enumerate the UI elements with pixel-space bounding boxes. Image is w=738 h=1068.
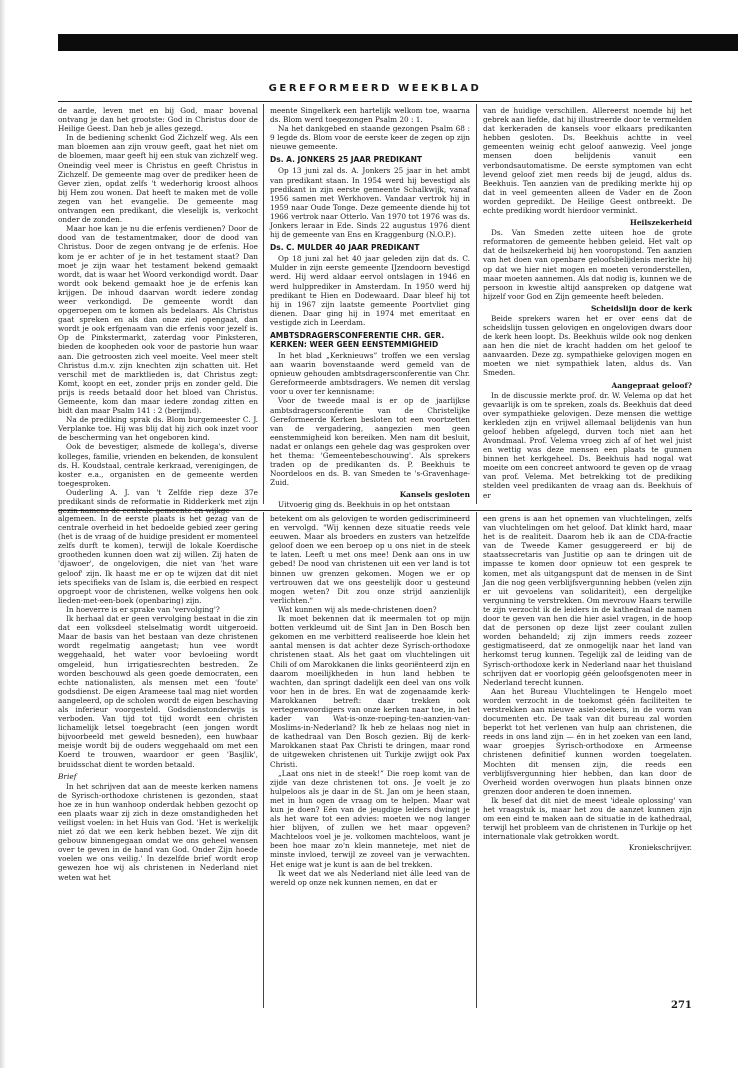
paragraph: Aan het Bureau Vluchtelingen te Hengelo moet worden verzocht in de toekomst géén faciliteiten te verstrekken aan nieuwe asiel-zoekers, in de vorm van documenten etc. De taak van dit bureau zal worden beperkt tot het verlenen van hulp aan christenen, die reeds in ons land zijn — én in het zoeken van een land, waar groepjes Syrisch-orthodoxe en Armeense christenen definitief kunnen worden toegelaten. Mochten dit mensen zijn, die reeds een verblijfsvergunning hier hebben, dan kan door de Overheid worden overwogen hun plaats binnen onze grenzen door anderen te doen innemen. [483,686,692,796]
page-number: 271 [671,1000,692,1011]
paragraph: betekent om als gelovigen te worden gediscrimineerd en vervolgd. "Wij kennen deze situatie reeds vele eeuwen. Maar als broeders en zusters van hetzelfde geloof doen we een beroep op u ons niet in de steek te laten. Leeft u met ons mee! Denk aan ons in uw gebed! De nood van christenen uit een ver land is tot binnen uw grenzen gekomen. Mogen we er op vertrouwen dat we ons geestelijk door u gesteund mogen weten? Dit zou onze strijd aanzienlijk verlichten." [270,514,470,605]
column-6 [483,514,692,994]
paragraph: Uitvoerig ging ds. Beekhuis in op het ontstaan [278,500,451,510]
paragraph: Na de prediking sprak ds. Blom burgemeester C. J. Verplanke toe. Hij was blij dat hij zich ook inzet voor de bescherming van het ongeboren kind. [58,415,258,443]
column-5 [270,514,470,1008]
paragraph: Ik moet bekennen dat ik meermalen tot op mijn botten verkleumd uit de Sint Jan in Den Bosch ben gekomen en me verbitterd realiseerde hoe klein het aantal mensen is dat achter deze Syrisch-orthodoxe christenen staat. Als het gaat om vluchtelingen uit Chili of om Marokkanen die links georiënteerd zijn en daarom moeilijkheden in hun land hebben te wachten, dan springt dadelijk een deel van ons volk voor hen in de bres. En wat de zogenaamde kerk-Marokkanen betreft: daar trekken ook vertegenwoordigers van onze kerken naar toe, in het kader van Wat-is-onze-roeping-ten-aanzien-van-Moslims-in-Nederland? Ik heb ze helaas nog niet in de kathedraal van Den Bosch gezien. Bij de kerk-Marokkanen staat Pax Christi te dringen, maar rond de uitgeweken christenen uit Turkije zwijgt ook Pax Christi. [270,614,470,769]
column-divider [263,512,264,1008]
page-header: GEREFORMEERD WEEKBLAD [268,83,482,94]
paragraph: „Laat ons niet in de steek!” Die roep komt van de zijde van deze christenen tot ons. Je voelt je zo hulpeloos als je daar in de St. Jan om je heen staan, met in hun ogen de vraag om te helpen. Maar wat kun je doen? Eén van de jeugdige leiders dwingt je als het ware tot een advies: moeten we nog langer hier blijven, of zullen we het maar opgeven? Machteloos voel je je. volkomen machteloos, want je been hoe maar zo'n klein manneteje, met niet de minste invloed, terwijl ze zoveel van je verwachten. Het enige wat je kunt is aan de bel trekken. [270,768,470,869]
subheading: Heilszekerheid [629,218,692,228]
paragraph: In het schrijven dat aan de meeste kerken namens de Syrisch-orthodoxe christenen is gezonden, staat hoe ze in hun wanhoop onderdak hebben gezocht op een plaats waar zij zich in deze omstandigheden het veiligst voelen: in het Huis van God. 'Het is werkelijk niet zó dat we een kerk hebben bezet. We zijn dit gebouw binnengegaan omdat we ons geheel wensen over te geven in de hand van God. Onder Zijn hoede voelen we ons veilig.' In dezelfde brief wordt erop gewezen hoe wij als christenen in Nederland niet weten wat het [58,781,258,882]
column-4 [58,514,258,1008]
paragraph: de aarde, leven met en bij God, maar bovenal ontvang je dan het grootste: God in Christus door de Heilige Geest. Dan heb je alles gezegd. [58,106,258,134]
paragraph: Op 18 juni zal het 40 jaar geleden zijn dat ds. C. Mulder in zijn eerste gemeente IJzendoorn bevestigd werd. Hij werd aldaar eervol ontslagen in 1946 en werd hulpprediker in Amsterdam. In 1950 werd hij predikant te Hien en Dodewaard. Daar bleef hij tot hij in 1967 zijn laatste gemeente Poortvliet ging dienen. Daar ging hij in 1974 met emeritaat en vestigde zich in Leerdam. [270,254,470,327]
paragraph: Op 13 juni zal ds. A. Jonkers 25 jaar in het ambt van predikant staan. In 1954 werd hij bevestigd als predikant in zijn eerste gemeente Schalkwijk, vanaf 1956 samen met Werkhoven. Vandaar vertrok hij in 1959 naar Oude Tonge. Deze gemeente diende hij tot 1966 vertrok naar Otterlo. Van 1970 tot 1976 was ds. Jonkers leraar in Ede. Sinds 22 augustus 1976 dient hij de gemeente van Ens en Kraggenburg (N.O.P.). [270,166,470,240]
subheading: Brief [58,771,77,781]
article-heading: AMBTSDRAGERSCONFERENTIE CHR. GER. KERKEN: WEER GEEN EENSTEMMIGHEID [270,330,445,349]
article-heading: Ds. A. JONKERS 25 JAAR PREDIKANT [270,155,422,165]
paragraph: Maar hoe kan je nu die erfenis verdienen? Door de dood van de testamentmaker, door de dood van Christus. Door de zegen ontvang je de erfenis. Hoe kom je er achter of je in het testament staat? Dan moet je zijn waar het testament bekend gemaakt wordt, dat is waar het Woord verkondigd wordt. Daar wordt ook bekend gemaakt hoe je de erfenis kan krijgen. De inhoud daarvan wordt iedere zondag weer verkondigd. De gemeente wordt dan opgeroepen om te komen als bedelaars. Als Christus gaat spreken en als dan onze ziel opengaat, dan wordt je ook erfgenaam van die erfenis voor jezelf is. Op de Pinkstermarkt, zaterdag voor Pinksteren, bieden de koopheden ook voor de pastorie hun waar aan. Die getroosten zich veel moeite. Veel meer stelt Christus d.m.v. zijn knechten zijn schatten uit. Het verschil met de marktlieden is, dat Christus zegt: Komt, koopt en eet, zonder prijs en zonder geld. Die prijs is reeds betaald door het bloed van Christus. Gemeente, kom dan maar iedere zondag zitten en bidt dan maar Psalm 141 : 2 (berijmd). [58,224,258,416]
paragraph: Ik weet dat we als Nederland niet álle leed van de wereld op onze nek kunnen nemen, en dat er [270,868,470,887]
column-2 [270,106,470,510]
paragraph: Beide sprekers waren het er over eens dat de scheidslijn tussen gelovigen en ongelovigen dwars door de kerk heen loopt. Ds. Beekhuis wilde ook nog denken aan hen die niet de kracht hadden om het geloof te aanvaarden. Deze zg. sympathieke gelovigen mogen en moeten we niet sympathiek laten, aldus ds. Van Smeden. [483,313,692,378]
column-divider [476,512,477,1008]
paragraph: Ik besef dat dit niet de meest 'ideale oplossing' van het vraagstuk is, maar het zou de aanzet kunnen zijn om een eind te maken aan de situatie in de kathedraal, terwijl het probleem van de christenen in Turkije op het internationale vlak getrokken wordt. [483,795,692,842]
paragraph: In de bediening schenkt God Zichzelf weg. Als een man bloemen aan zijn vrouw geeft, gaat het niet om de bloemen, maar geeft hij een stuk van zichzelf weg. Oneindig veel meer is Christus en geeft Christus in Zichzelf. De gemeente mag over de prediker heen de Gever zien, opdat zelfs 't wederhorig kroost alhoos bij Hem zou wonen. Dat heeft te maken met de volle zegen van het evangelie. De gemeente mag ontvangen een predikant, die vleselijk is, verkocht onder de zonden. [58,133,258,225]
author-signature: Kroniekschrijver. [628,843,692,853]
paragraph: meente Singelkerk een hartelijk welkom toe, waarna ds. Blom werd toegezongen Psalm 20 : 1. [270,106,470,125]
paragraph: Ds. Van Smeden zette uiteen hoe de grote reformatoren de gemeente hebben geleid. Het valt op dat de heilszekerheid bij hen vooropstond. Ten aanzien van het doen van openbare geloofsbelijdenis merkte hij op dat we hier niet mogen en moeten veronderstellen, maar moeten aannemen. Als dat nodig is, kunnen we de persoon in kwestie altijd aanspreken op datgene wat hijzelf voor God en Zijn gemeente heeft beleden. [483,228,692,301]
header-rule [58,101,692,102]
article-heading: Ds. C. MULDER 40 JAAR PREDIKANT [270,243,420,253]
column-divider [263,104,264,504]
scan-edge-shadow [0,0,6,1068]
subheading: Aangepraat geloof? [611,380,692,390]
paragraph: Ik herhaal dat er geen vervolging bestaat in die zin dat een volksdeel stelselmatig wordt uitgeroeid. Maar de basis van het bestaan van deze christenen wordt regelmatig aangetast; hun vee wordt weggehaald, het water voor bevloeiing wordt omgeleid, hun irrigatiesrechten bestreden. Ze worden beschouwd als geen goede democraten, een echte nationalisten, als mensen met een 'foute' godsdienst. De eigen Arameese taal mag niet worden aangeleerd, op de scholen wordt de eigen beschaving als inferieur voorgesteld. Godsdienstonderwijs is verboden. Van tijd tot tijd wordt een christen lichamelijk letsel toegebracht (een jongen wordt bijvoorbeeld met geweld besneden), een huwbaar meisje wordt bij de ouders weggehaald om met een Koerd te trouwen, waardoor er geen 'Basjlik', bruidsschat dient te worden betaald. [58,614,258,769]
column-1 [58,106,258,507]
paragraph: Ook de bevestiger, alsmede de kollega's, diverse kolleges, familie, vrienden en bekenden, de konsulent ds. H. Koudstaal, centrale kerkraad, verenigingen, de koster e.a., organisten en de gemeente werden toegesproken. [58,442,258,488]
paragraph: Na het dankgebed en staande gezongen Psalm 68 : 9 legde ds. Blom voor de eerste keer de zegen op zijn nieuwe gemeente. [270,124,470,152]
subheading: Kansels gesloten [399,490,470,500]
paragraph: In de discussie merkte prof. dr. W. Velema op dat het gevaarlijk is om te spreken, zoals ds. Beekhuis dat deed over sympathieke gelovigen. Deze mensen die wettige kerkleden zijn en vrijwel allemaal belijdenis van hun geloof hebben afgelegd, durven toch niet aan het Avondmaal. Prof. Velema vroeg zich af of het wel juist en wettig was deze mensen een plaats te gunnen binnen het kerkgeheel. Ds. Beekhuis had nogal wat moeite om een concreet antwoord te geven op de vraag van prof. Velema. Met betrekking tot de prediking stelden veel predikanten de vraag aan ds. Beekhuis of er [483,390,692,500]
top-black-bar [58,34,738,51]
paragraph: van de huidige verschillen. Allereerst noemde hij het gebrek aan liefde, dat hij illustreerde door te vermelden dat kerkeraden de kansels voor elkaars predikanten hebben gesloten. Ds. Beekhuis achtte in veel gemeenten weinig echt geloof aanwezig. Veel jonge mensen doen belijdenis vanuit een verbondsautomatisme. De eerste symptomen van echt levend geloof ziet men reeds bij de jeugd, aldus ds. Beekhuis. Ten aanzien van de prediking merkte hij op dat in veel gemeenten alleen de Vader en de Zoon worden gepredikt. De Heilige Geest ontbreekt. De echte prediking wordt hierdoor verminkt. [483,106,692,216]
paragraph: een grens is aan het opnemen van vluchtelingen, zelfs van vluchtelingen om het geloof. Dat klinkt hard, maar het is de realiteit. Daarom heb ik aan de CDA-fractie van de Tweede Kamer gesuggereerd er bij de staatssecretaris van Justitie op aan te dringen uit de impasse te komen door opnieuw tot een gesprek te komen, met als uitgangspunt dat de mensen in de Sint Jan die nog geen verblijfsvergunning hebben (velen zijn er uit gevoelens van solidariteit), een dergelijke vergunning te verstrekken. Om mevrouw Haars terwille te zijn verzocht ik de leiders in de kathedraal de namen door te geven van hen die hier asiel vragen, in de hoop dat de personen op deze lijst zeer coulant zullen worden behandeld; zij zijn immers reeds zozeer gestigmatiseerd, dat ze onmogelijk naar het land van herkomst terug kunnen. Tegelijk zal de leiding van de Syrisch-orthodoxe kerk in Nederland naar het thuisland schrijven dat er voorlopig géén geloofsgenoten meer in Nederland terecht kunnen. [483,514,692,687]
column-3 [483,106,692,504]
paragraph: Voor de tweede maal is er op de jaarlijkse ambtsdragersconferentie van de Christelijke Gereformeerde Kerken besloten tot een voortzetten van de vergadering, aangezien men geen eenstemmigheid kon bereiken. Men nam dit besluit, nadat er onlangs een gehele dag was gesproken over het thema: 'Gemeentebeschouwing'. Als sprekers traden op de predikanten ds. P. Beekhuis te Noordeloos en ds. B. van Smeden te 's-Gravenhage-Zuid. [270,396,470,488]
paragraph: Wat kunnen wij als mede-christenen doen? [278,604,437,614]
section-rule [58,510,692,511]
subheading: Scheidslijn door de kerk [590,303,692,313]
paragraph: Ouderling A. J. van 't Zelfde riep deze 37e predikant sinds de reformatie in Ridderkerk met zijn [58,487,258,507]
paragraph: algemeen. In de eerste plaats is het gezag van de centrale overheid in het bedoelde gebied zeer gering (het is de vraag of de huidige president er momenteel zelfs durft te komen), terwijl de lokale Koerdische grootheden kunnen doen wat zij willen. Zij haten de 'djawoer', de ongelovigen, die niet van 'het ware geloof' zijn. Ik haast me er op te wijzen dat dit niet iets specifieks van de Islam is, die eerbied en respect opgroept voor de christenen, welke volgens hen ook lieden-met-een-boek (openbaring) zijn. [58,514,258,605]
paragraph: In hoeverre is er sprake van 'vervolging'? [66,604,220,614]
column-divider [476,104,477,504]
paragraph: In het blad „Kerknieuws” troffen we een verslag aan waarin bovenstaande werd gemeld van de opnieuw gehouden ambtsdragersconferentie van Chr. Gereformeerde ambtsdragers. We nemen dit verslag voor u over ter kennisname: [270,350,470,397]
